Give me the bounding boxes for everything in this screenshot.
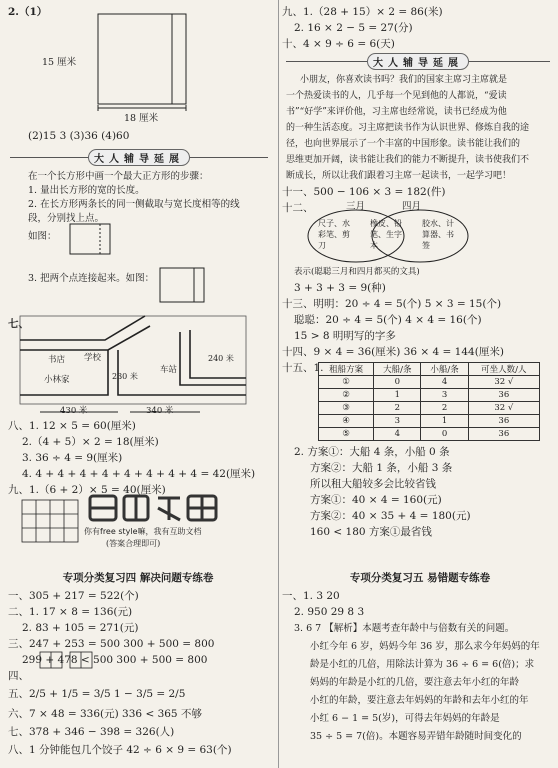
q15b-line: 方案①：40 × 4 = 160(元) bbox=[310, 494, 442, 506]
sec5-line: 小红 6 − 1 = 5(岁)，可得去年妈妈的年龄是 bbox=[310, 713, 500, 724]
guide-line: 3. 把两个点连接起来。如图： bbox=[28, 273, 155, 284]
table-header: 大船/条 bbox=[374, 363, 421, 376]
sec4-title: 专项分类复习四 解决问题专练卷 bbox=[62, 572, 214, 584]
guide-line: 在一个长方形中画一个最大正方形的步骤： bbox=[28, 171, 209, 182]
table-cell: 4 bbox=[374, 428, 421, 441]
table-row bbox=[319, 402, 540, 415]
sec5-line: 2. 950 29 8 3 bbox=[294, 606, 365, 618]
q8-line: 2.（4 + 5）× 2 = 18(厘米) bbox=[22, 436, 159, 448]
r-q9-line: 2. 16 × 2 − 5 = 27(分) bbox=[294, 22, 413, 34]
sec4-line: 299 + 478 < 500 300 + 500 = 800 bbox=[22, 654, 208, 666]
table-cell: 1 bbox=[374, 389, 421, 402]
r-q12-label: 十二、 bbox=[282, 202, 314, 214]
q9-line: 九、1.（6 + 2）× 5 = 40(厘米) bbox=[8, 484, 166, 496]
sec4-line: 六、7 × 48 = 336(元) 336 < 365 不够 bbox=[8, 708, 202, 720]
map-dist-340: 340 米 bbox=[146, 406, 174, 416]
venn-left-items: 尺子、水彩笔、剪刀 bbox=[318, 219, 350, 250]
table-row bbox=[319, 428, 540, 441]
sec4-line: 二、1. 17 × 8 = 136(元) bbox=[8, 606, 133, 618]
para-line: 的一种生活态度。习主席把读书作为认识世界、修炼自我的途 bbox=[286, 123, 530, 133]
guide-line: 如图： bbox=[28, 231, 57, 242]
q2-height-label: 15 厘米 bbox=[42, 57, 77, 68]
guide-banner-text: 大人辅导延展 bbox=[88, 149, 190, 166]
table-cell: ① bbox=[319, 376, 374, 389]
sec4-line: 五、2/5 + 1/5 = 3/5 1 − 3/5 = 2/5 bbox=[8, 688, 186, 700]
table-cell: 2 bbox=[421, 402, 468, 415]
table-cell: 36 bbox=[468, 428, 539, 441]
table-cell: 0 bbox=[374, 376, 421, 389]
table-cell: 1 bbox=[421, 415, 468, 428]
r-q14-line: 十四、9 × 4 = 36(厘米) 36 × 4 = 144(厘米) bbox=[282, 346, 504, 358]
sec5-line: 龄是小红的几倍，用除法计算为 36 ÷ 6 = 6(倍)；求 bbox=[310, 659, 535, 670]
r-q15-label: 十五、1. bbox=[282, 362, 324, 374]
table-header: 小船/条 bbox=[421, 363, 468, 376]
q2-label: 2.（1） bbox=[8, 6, 48, 18]
map-dist-230: 230 米 bbox=[112, 372, 138, 381]
table-cell: ⑤ bbox=[319, 428, 374, 441]
table-cell: ③ bbox=[319, 402, 374, 415]
sec4-line: 三、247 + 253 = 500 300 + 500 = 800 bbox=[8, 638, 215, 650]
column-divider bbox=[278, 0, 279, 768]
table-row bbox=[319, 376, 540, 389]
guide-line: 2. 在长方形两条长的同一侧截取与宽长度相等的线 bbox=[28, 199, 240, 210]
venn-label-april: 四月 bbox=[402, 201, 422, 212]
q15b-line: 2. 方案①：大船 4 条，小船 0 条 bbox=[294, 446, 450, 458]
answer-note: (答案合理即可) bbox=[106, 539, 161, 548]
table-cell: 2 bbox=[374, 402, 421, 415]
sec4-line: 2. 83 + 105 = 271(元) bbox=[22, 622, 139, 634]
table-cell: 32 √ bbox=[468, 376, 539, 389]
q8-line: 4. 4 + 4 + 4 + 4 + 4 + 4 + 4 + 4 = 42(厘米) bbox=[22, 468, 256, 480]
table-header: 可坐人数/人 bbox=[468, 363, 539, 376]
para-line: 思维更加开阔，读书能让我们的能力不断提升，读书使我们不 bbox=[286, 155, 530, 165]
r-q12-answer: 3 + 3 + 3 = 9(种) bbox=[294, 282, 386, 294]
sec4-line: 四、 bbox=[8, 670, 29, 682]
table-header-row bbox=[319, 363, 540, 376]
sec5-line: 一、1. 3 20 bbox=[282, 590, 340, 602]
r-q9-line: 九、1.（28 + 15）× 2 = 86(米) bbox=[282, 6, 443, 18]
sec5-line: 妈妈的年龄是小红的几倍，要注意去年小红的年龄 bbox=[310, 677, 520, 688]
q15b-line: 所以租大船较多会比较省钱 bbox=[310, 478, 436, 490]
para-line: 径，也向世界展示了一个丰富的中国形象。读书能让我们的 bbox=[286, 139, 521, 149]
left-column bbox=[0, 0, 276, 768]
sec4-line: 八、1 分钟能包几个饺子 42 ÷ 6 × 9 = 63(个) bbox=[8, 744, 232, 756]
venn-label-march: 三月 bbox=[346, 201, 366, 212]
sec4-line: 一、305 + 217 = 522(个) bbox=[8, 590, 139, 602]
table-row bbox=[319, 389, 540, 402]
table-row bbox=[319, 415, 540, 428]
r-q11-line: 十一、500 − 106 × 3 = 182(件) bbox=[282, 186, 446, 198]
sec5-line: 3. 6 7 【解析】本题考查年龄中与倍数有关的问题。 bbox=[294, 623, 515, 634]
table-cell: 4 bbox=[421, 376, 468, 389]
map-dist-430: 430 米 bbox=[60, 406, 88, 416]
table-cell: 3 bbox=[421, 389, 468, 402]
map-label-school: 学校 bbox=[84, 353, 102, 363]
table-header: 租船方案 bbox=[319, 363, 374, 376]
q8-line: 3. 36 ÷ 4 = 9(厘米) bbox=[22, 452, 123, 464]
sec4-line: 七、378 + 346 − 398 = 326(人) bbox=[8, 726, 175, 738]
r-q13-line: 聪聪：20 ÷ 4 = 5(个) 4 × 4 = 16(个) bbox=[294, 314, 482, 326]
table-cell: 3 bbox=[374, 415, 421, 428]
para-line: 一个热爱读书的人，几乎每一个见到他的人都说，“爱读 bbox=[286, 91, 507, 101]
venn-right-items: 胶水、计算器、书签 bbox=[422, 219, 454, 250]
q2-answers: (2)15 3 (3)36 (4)60 bbox=[28, 130, 130, 142]
map-dist-240: 240 米 bbox=[208, 354, 234, 363]
table-cell: 0 bbox=[421, 428, 468, 441]
guide-line: 1. 量出长方形的宽的长度。 bbox=[28, 185, 145, 196]
guide-line: 段，分别找上点。 bbox=[28, 213, 105, 224]
r-q13-line: 十三、明明：20 ÷ 4 = 5(个) 5 × 3 = 15(个) bbox=[282, 298, 502, 310]
venn-note: 表示(聪聪三月和四月都买的文具) bbox=[294, 267, 420, 277]
para-line: 小朋友，你喜欢读书吗？我们的国家主席习主席就是 bbox=[300, 75, 508, 85]
q15b-line: 160 < 180 方案①最省钱 bbox=[310, 526, 432, 538]
venn-middle-items: 橡皮、铅笔、生字本 bbox=[370, 219, 402, 250]
q15b-line: 方案②：大船 1 条，小船 3 条 bbox=[310, 462, 453, 474]
table-cell: 36 bbox=[468, 415, 539, 428]
r-q10-line: 十、4 × 9 ÷ 6 = 6(天) bbox=[282, 38, 395, 50]
table-cell: ② bbox=[319, 389, 374, 402]
sec5-title: 专项分类复习五 易错题专练卷 bbox=[349, 572, 491, 584]
para-line: 断成长，所以让我们跟着习主席一起读书，一起学习吧！ bbox=[286, 171, 512, 181]
sec5-line: 35 ÷ 5 = 7(倍)。本题容易弄错年龄随时间变化的 bbox=[310, 731, 522, 742]
table-cell: ④ bbox=[319, 415, 374, 428]
table-cell: 36 bbox=[468, 389, 539, 402]
map-label-station: 车站 bbox=[160, 365, 178, 375]
map-label-bookstore: 书店 bbox=[48, 355, 66, 365]
boat-table bbox=[318, 362, 540, 441]
map-label-xiaolin-home: 小林家 bbox=[44, 375, 70, 385]
r-q13-line: 15 > 8 明明写的字多 bbox=[294, 330, 396, 342]
reading-banner-text: 大人辅导延展 bbox=[367, 53, 469, 70]
para-line: 书”“好学”来评价他，习主席也经常说，读书已经成为他 bbox=[286, 107, 507, 117]
sec5-line: 小红今年 6 岁，妈妈今年 36 岁，那么求今年妈妈的年 bbox=[310, 641, 540, 652]
sec5-line: 小红的年龄，要注意去年妈妈的年龄和去年小红的年 bbox=[310, 695, 529, 706]
q2-width-label: 18 厘米 bbox=[124, 113, 159, 124]
right-column bbox=[282, 0, 558, 768]
table-cell: 32 √ bbox=[468, 402, 539, 415]
watermark-text: 你有free style嘛，我有互助文档 bbox=[84, 527, 202, 536]
q4-grid-figure bbox=[0, 0, 276, 690]
q7-label: 七、 bbox=[8, 318, 29, 330]
q8-line: 八、1. 12 × 5 = 60(厘米) bbox=[8, 420, 136, 432]
q15b-line: 方案②：40 × 35 + 4 = 180(元) bbox=[310, 510, 471, 522]
